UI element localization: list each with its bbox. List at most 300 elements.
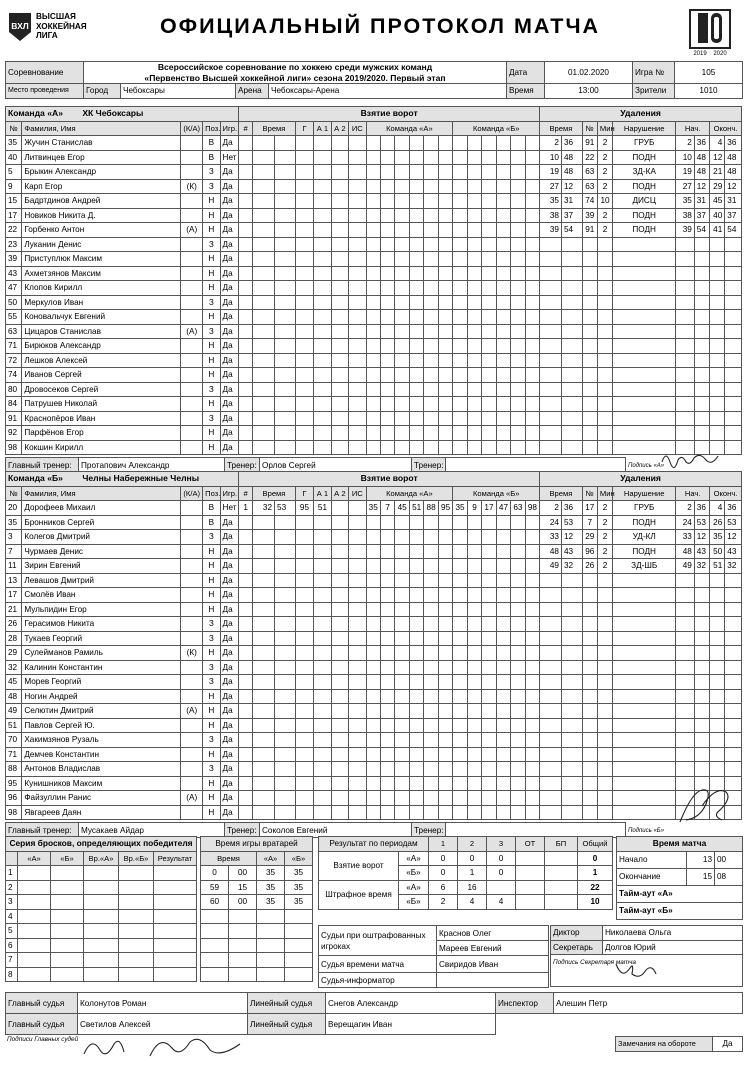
- goal-cell: [511, 791, 525, 806]
- player-number: 45: [6, 675, 22, 690]
- player-played: Да: [220, 237, 239, 252]
- goal-cell: [525, 324, 540, 339]
- goal-cell: [453, 310, 467, 325]
- goal-cell: [314, 515, 331, 530]
- pen-cell: [561, 805, 582, 820]
- pen-cell: [540, 617, 562, 632]
- goal-cell: [295, 150, 314, 165]
- player-role: [181, 660, 203, 675]
- goal-cell: [275, 382, 296, 397]
- goal-cell: [349, 631, 366, 646]
- pen-cell: [725, 252, 742, 267]
- goal-cell: [331, 440, 348, 455]
- goal-cell: [331, 179, 348, 194]
- goal-cell: [380, 791, 394, 806]
- goal-cell: [438, 165, 452, 180]
- pen-cell: [676, 310, 695, 325]
- pen-cell: [694, 397, 709, 412]
- pen-cell: [676, 631, 695, 646]
- pen-cell: [597, 588, 612, 603]
- player-row: [6, 382, 742, 397]
- pen-cell: [561, 382, 582, 397]
- goal-cell: [349, 368, 366, 383]
- pen-cell: [710, 411, 725, 426]
- player-position: Н: [203, 440, 220, 455]
- goal-cell: [295, 559, 314, 574]
- pen-minute: 39: [540, 223, 562, 238]
- pen-cell: [725, 440, 742, 455]
- goal-cell: [380, 382, 394, 397]
- goal-cell: [467, 660, 481, 675]
- goal-cell: [424, 208, 438, 223]
- goal-cell: [314, 179, 331, 194]
- shootout-round: 3: [6, 895, 18, 910]
- pen-violation: ПОДН: [613, 515, 676, 530]
- goal-cell: [395, 179, 409, 194]
- goal-cell: [467, 805, 481, 820]
- shootout-row: [6, 880, 197, 895]
- goal-cell: [511, 733, 525, 748]
- player-row: [6, 194, 742, 209]
- pen-end-second: 12: [725, 179, 742, 194]
- goal-cell: [496, 762, 510, 777]
- player-role: [181, 136, 203, 151]
- pen-cell: [676, 411, 695, 426]
- goals-header: Взятие ворот: [239, 107, 540, 122]
- team-name: ХК Чебоксары: [82, 108, 144, 119]
- shootout-cell: [18, 880, 51, 895]
- player-role: (А): [181, 791, 203, 806]
- pen-cell: [613, 324, 676, 339]
- goal-cell: [331, 411, 348, 426]
- player-row: [6, 660, 742, 675]
- timeout-a-label: Тайм-аут «А»: [617, 885, 743, 902]
- pen-start-second: 54: [694, 223, 709, 238]
- goal-cell: [349, 310, 366, 325]
- col-goal-time: Время: [253, 121, 295, 136]
- goal-cell: [314, 617, 331, 632]
- goal-cell: [239, 150, 253, 165]
- goal-cell: [239, 776, 253, 791]
- goal-cell: [409, 281, 423, 296]
- goal-cell: [295, 339, 314, 354]
- goal-cell: [395, 762, 409, 777]
- player-name: Коновальчук Евгений: [22, 310, 181, 325]
- period-value: [545, 851, 578, 866]
- goal-cell: [349, 426, 366, 441]
- team-a-table: [5, 106, 742, 455]
- goal-cell: [366, 515, 380, 530]
- col-pen-no: №: [582, 121, 597, 136]
- goal-cell: [253, 791, 275, 806]
- goal-cell: [349, 718, 366, 733]
- goal-cell: [467, 266, 481, 281]
- goal-cell: [395, 617, 409, 632]
- goal-cell: [525, 675, 540, 690]
- player-name: Патрушев Николай: [22, 397, 181, 412]
- goal-cell: [349, 515, 366, 530]
- pen-cell: [613, 718, 676, 733]
- pen-second: 48: [561, 165, 582, 180]
- pen-cell: [613, 281, 676, 296]
- goal-cell: [380, 675, 394, 690]
- goalie-a: 35: [257, 895, 285, 910]
- goal-cell: [380, 411, 394, 426]
- pen-cell: [710, 646, 725, 661]
- pen-cell: [676, 675, 695, 690]
- goal-cell: [496, 733, 510, 748]
- goal-cell: [380, 368, 394, 383]
- goal-cell: [331, 310, 348, 325]
- pen-start-minute: 2: [676, 136, 695, 151]
- pen-cell: [694, 733, 709, 748]
- penalties-header: Удаления: [540, 107, 742, 122]
- goal-cell: [331, 689, 348, 704]
- col-ka: (К/А): [181, 486, 203, 501]
- goal-cell: [525, 223, 540, 238]
- player-role: (К): [181, 179, 203, 194]
- goal-cell: [380, 515, 394, 530]
- shootout-cell: [119, 866, 154, 881]
- player-name: Мульпидин Егор: [22, 602, 181, 617]
- goal-cell: [482, 544, 496, 559]
- shootout-cell: [154, 938, 197, 953]
- goal-cell: [424, 440, 438, 455]
- goal-cell: [380, 573, 394, 588]
- date-value: 01.02.2020: [545, 62, 633, 84]
- shootout-cell: [84, 895, 119, 910]
- pen-cell: [676, 646, 695, 661]
- goal-cell: [525, 776, 540, 791]
- pen-cell: [561, 762, 582, 777]
- goal-cell: [314, 588, 331, 603]
- pen-cell: [613, 368, 676, 383]
- goal-cell: [438, 266, 452, 281]
- player-name: Литвинцев Егор: [22, 150, 181, 165]
- player-played: Да: [220, 252, 239, 267]
- goal-cell: [438, 397, 452, 412]
- goal-cell: [525, 440, 540, 455]
- col-pen-end: Оконч.: [710, 121, 742, 136]
- pen-cell: [725, 704, 742, 719]
- goal-cell: [482, 397, 496, 412]
- goal-cell: [395, 194, 409, 209]
- goal-cell: [525, 747, 540, 762]
- pen-cell: [561, 573, 582, 588]
- goal-cell: [438, 324, 452, 339]
- pen-cell: [710, 426, 725, 441]
- shootout-row: [6, 938, 197, 953]
- goal-cell: [349, 179, 366, 194]
- shootout-cell: [84, 967, 119, 982]
- goal-cell: [453, 718, 467, 733]
- shootout-table: [5, 836, 197, 982]
- player-row: [6, 718, 742, 733]
- pen-cell: [597, 747, 612, 762]
- pen-cell: [582, 791, 597, 806]
- goal-cell: [511, 281, 525, 296]
- pen-cell: [613, 397, 676, 412]
- goal-cell: [409, 776, 423, 791]
- goal-cell: [349, 805, 366, 820]
- goal-cell: [453, 602, 467, 617]
- pen-cell: [561, 646, 582, 661]
- pen-cell: [676, 718, 695, 733]
- goal-cell: [438, 689, 452, 704]
- pen-cell: [540, 776, 562, 791]
- pen-cell: [582, 573, 597, 588]
- goal-cell: [467, 411, 481, 426]
- goal-cell: [525, 165, 540, 180]
- goal-cell: [409, 208, 423, 223]
- goal-cell: [380, 324, 394, 339]
- goal-cell: [395, 515, 409, 530]
- goal-cell: [275, 266, 296, 281]
- goal-cell: [331, 559, 348, 574]
- col-pen-min: Мин: [597, 486, 612, 501]
- goal-cell: [438, 310, 452, 325]
- goal-cell: [239, 704, 253, 719]
- goal-cell: [453, 646, 467, 661]
- goal-cell: [525, 136, 540, 151]
- goal-cell: [453, 689, 467, 704]
- goal-cell: [331, 791, 348, 806]
- goal-cell: [511, 588, 525, 603]
- goal-cell: [295, 382, 314, 397]
- goal-cell: [453, 179, 467, 194]
- period-team: «А»: [399, 851, 429, 866]
- goal-cell: [253, 353, 275, 368]
- shootout-cell: [119, 953, 154, 968]
- shootout-cell: [18, 938, 51, 953]
- goal-cell: [380, 339, 394, 354]
- goal-cell: [482, 426, 496, 441]
- goal-cell: [525, 530, 540, 545]
- goal-cell: [331, 353, 348, 368]
- pen-minute: 24: [540, 515, 562, 530]
- goal-cell: [295, 718, 314, 733]
- pen-cell: [725, 382, 742, 397]
- col-situation: ИС: [349, 121, 366, 136]
- player-number: 91: [6, 411, 22, 426]
- penalty-judge-name: Краснов Олег: [437, 926, 549, 941]
- period-value: 1: [578, 866, 613, 881]
- player-position: З: [203, 530, 220, 545]
- col-assist2: А 2: [331, 486, 348, 501]
- anniversary-emblem: [688, 7, 732, 57]
- shootout-cell: [51, 924, 84, 939]
- goal-cell: [525, 588, 540, 603]
- pen-cell: [694, 675, 709, 690]
- player-role: [181, 805, 203, 820]
- pen-cell: [710, 397, 725, 412]
- referee-label: Главный судья: [6, 1014, 78, 1035]
- goal-cell: [525, 544, 540, 559]
- pen-cell: [694, 631, 709, 646]
- player-name: Морев Георгий: [22, 675, 181, 690]
- player-name: Павлов Сергей Ю.: [22, 718, 181, 733]
- player-name: Ахметзянов Максим: [22, 266, 181, 281]
- player-name: Бадртдинов Андрей: [22, 194, 181, 209]
- goal-cell: [295, 588, 314, 603]
- goal-cell: [395, 252, 409, 267]
- goal-cell: [482, 136, 496, 151]
- pen-cell: [676, 339, 695, 354]
- goal-cell: [438, 675, 452, 690]
- goal-cell: [424, 324, 438, 339]
- goal-cell: [366, 762, 380, 777]
- match-start-label: Начало: [617, 851, 687, 868]
- goal-cell: [239, 689, 253, 704]
- goal-cell: [496, 544, 510, 559]
- goal-assist2: [331, 501, 348, 516]
- pen-cell: [597, 339, 612, 354]
- pen-cell: [540, 295, 562, 310]
- pen-cell: [725, 573, 742, 588]
- goal-cell: [314, 237, 331, 252]
- pen-end-minute: 12: [710, 150, 725, 165]
- goal-cell: [380, 718, 394, 733]
- goal-cell: [239, 397, 253, 412]
- player-position: Н: [203, 646, 220, 661]
- goal-cell: [409, 675, 423, 690]
- goal-cell: [424, 150, 438, 165]
- goal-cell: [496, 411, 510, 426]
- goal-cell: [467, 617, 481, 632]
- player-name: Лешков Алексей: [22, 353, 181, 368]
- period-value: 6: [429, 880, 458, 895]
- goal-cell: [525, 602, 540, 617]
- goal-cell: [496, 704, 510, 719]
- goal-cell: [424, 617, 438, 632]
- goal-cell: [525, 295, 540, 310]
- pen-cell: [597, 295, 612, 310]
- period-value: [516, 866, 545, 881]
- game-value: 105: [675, 62, 743, 84]
- goal-cell: [409, 530, 423, 545]
- goal-cell: [438, 733, 452, 748]
- goal-cell: [295, 544, 314, 559]
- goal-cell: [453, 223, 467, 238]
- goal-cell: [239, 382, 253, 397]
- pen-cell: [694, 324, 709, 339]
- player-name: Карп Егор: [22, 179, 181, 194]
- goal-cell: [409, 136, 423, 151]
- goal-cell: [395, 646, 409, 661]
- goalie-time-col: «А»: [257, 851, 285, 866]
- goal-cell: [424, 718, 438, 733]
- goal-cell: [424, 733, 438, 748]
- goal-cell: [409, 382, 423, 397]
- goal-cell: [409, 747, 423, 762]
- goal-cell: [467, 440, 481, 455]
- pen-cell: [710, 631, 725, 646]
- pen-cell: [561, 631, 582, 646]
- spectators-label: Зрители: [633, 84, 675, 99]
- team-b-table: [5, 471, 742, 820]
- pen-cell: [540, 791, 562, 806]
- shootout-cell: [119, 924, 154, 939]
- goal-cell: [438, 718, 452, 733]
- goal-cell: [295, 295, 314, 310]
- pen-cell: [561, 704, 582, 719]
- col-no: №: [6, 121, 22, 136]
- pen-cell: [597, 675, 612, 690]
- player-role: [181, 776, 203, 791]
- linesman-label: Линейный судья: [248, 1014, 326, 1035]
- page-title: ОФИЦИАЛЬНЫЙ ПРОТОКОЛ МАТЧА: [160, 14, 601, 38]
- goal-cell: [453, 805, 467, 820]
- shootout-cell: [154, 880, 197, 895]
- goal-cell: [409, 194, 423, 209]
- period-value: [545, 880, 578, 895]
- goal-cell: [331, 573, 348, 588]
- goal-cell: [453, 675, 467, 690]
- shootout-cell: [51, 938, 84, 953]
- goal-cell: [314, 544, 331, 559]
- goal-cell: [366, 646, 380, 661]
- player-name: Приступлюк Максим: [22, 252, 181, 267]
- player-number: 28: [6, 631, 22, 646]
- period-value: [516, 851, 545, 866]
- on-ice-a: 51: [409, 501, 423, 516]
- goal-cell: [525, 617, 540, 632]
- goal-cell: [409, 179, 423, 194]
- player-role: [181, 411, 203, 426]
- player-played: Да: [220, 602, 239, 617]
- goal-cell: [409, 515, 423, 530]
- goal-cell: [366, 791, 380, 806]
- player-position: Н: [203, 368, 220, 383]
- goal-cell: [511, 776, 525, 791]
- goal-cell: [511, 704, 525, 719]
- pen-violation: ГРУБ: [613, 136, 676, 151]
- shootout-row: [6, 895, 197, 910]
- goal-cell: [453, 295, 467, 310]
- goal-cell: [295, 194, 314, 209]
- pen-cell: [676, 689, 695, 704]
- pen-second: 43: [561, 544, 582, 559]
- penalties-header: Удаления: [540, 472, 742, 487]
- pen-cell: [710, 762, 725, 777]
- goal-cell: [295, 310, 314, 325]
- goal-cell: [409, 617, 423, 632]
- shootout-title: Серия бросков, определяющих победителя: [6, 837, 197, 852]
- pen-player: 63: [582, 165, 597, 180]
- player-name: Герасимов Никита: [22, 617, 181, 632]
- pen-cell: [725, 762, 742, 777]
- goal-cell: [496, 252, 510, 267]
- goal-cell: [349, 776, 366, 791]
- goal-cell: [275, 194, 296, 209]
- goal-cell: [349, 266, 366, 281]
- pen-end-minute: 21: [710, 165, 725, 180]
- pen-cell: [582, 310, 597, 325]
- goal-cell: [295, 617, 314, 632]
- shootout-col: «А»: [18, 851, 51, 866]
- pen-cell: [725, 426, 742, 441]
- goal-cell: [253, 573, 275, 588]
- team-title: [6, 107, 239, 122]
- goalie-b: 35: [285, 880, 313, 895]
- pen-cell: [540, 747, 562, 762]
- goal-cell: [395, 559, 409, 574]
- pen-cell: [561, 602, 582, 617]
- shootout-cell: [51, 967, 84, 982]
- goalie-b: 35: [285, 895, 313, 910]
- player-played: Да: [220, 573, 239, 588]
- inspector-value: Алешин Петр: [554, 993, 743, 1014]
